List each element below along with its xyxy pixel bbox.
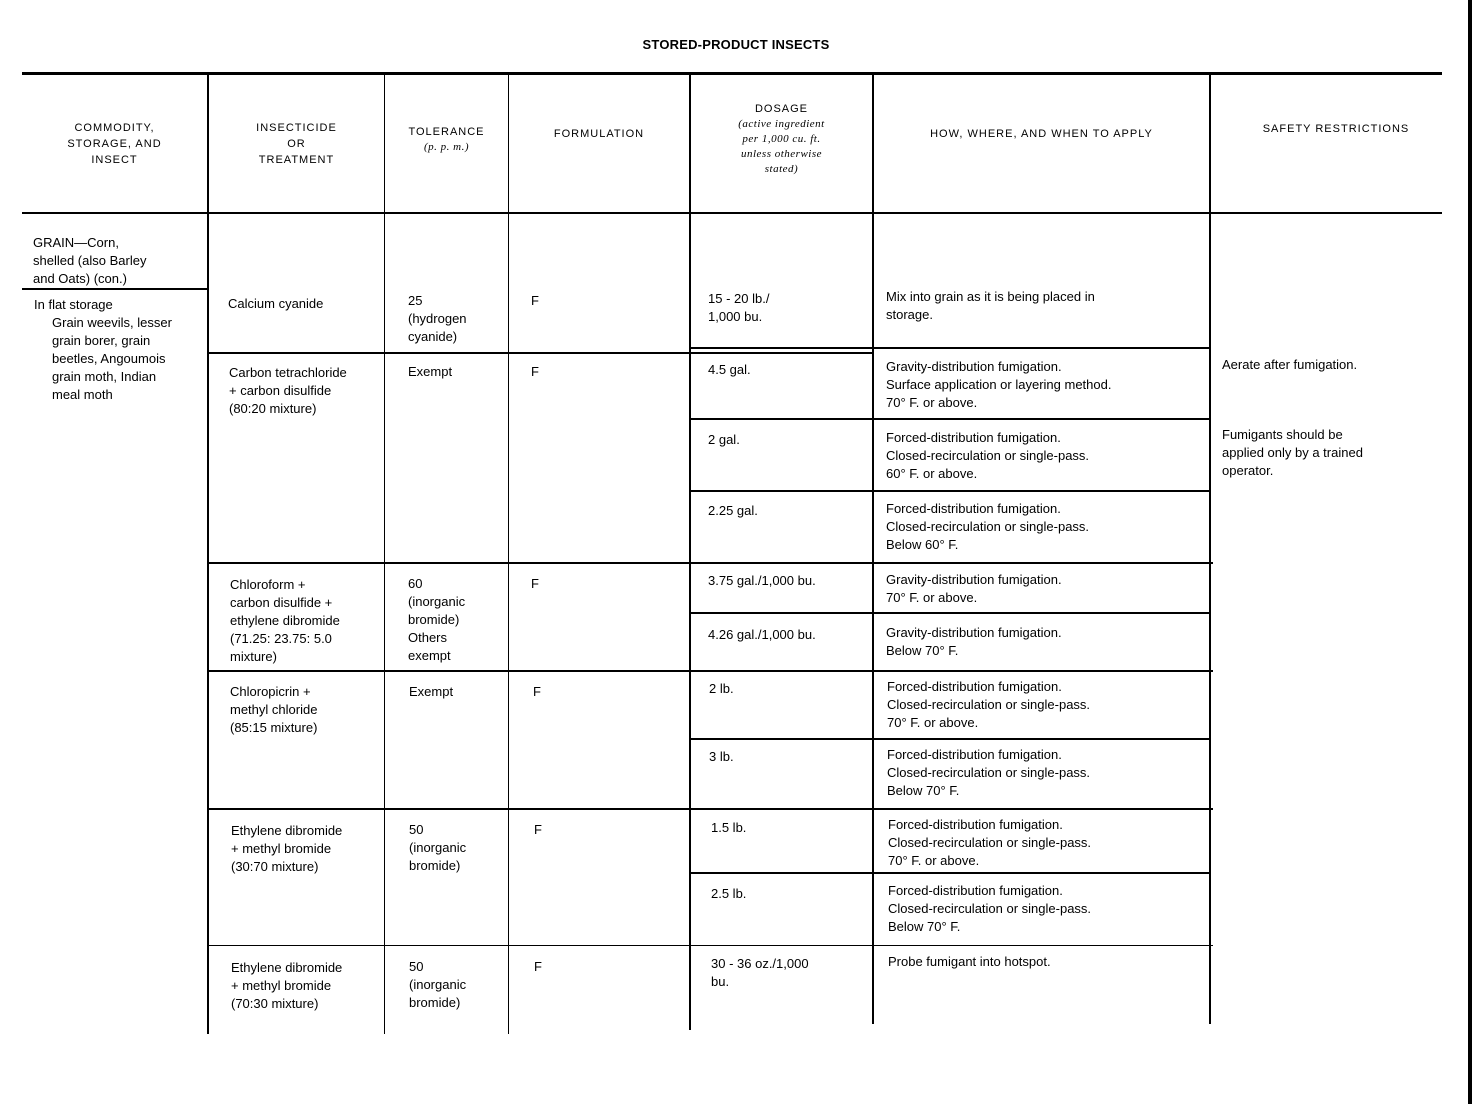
header-tolerance: TOLERANCE (p. p. m.) (408, 125, 485, 153)
dosage-calcium-cyanide: 15 - 20 lb./ 1,000 bu. (708, 291, 770, 324)
commodity-storage: In flat storage (34, 297, 113, 312)
col-divider-3 (508, 72, 509, 1034)
subrow-rule-a (691, 347, 1211, 349)
header-safety: SAFETY RESTRICTIONS (1262, 123, 1410, 135)
insecticide-chloropicrin: Chloropicrin + methyl chloride (85:15 mixture) (230, 684, 318, 735)
tolerance-edb-30-70: 50 (inorganic bromide) (409, 822, 467, 873)
insecticide-chloroform: Chloroform + carbon disulfide + ethylene dibromide (71.25: 23.75: 5.0 mixture) (230, 577, 340, 664)
safety-trained-operator: Fumigants should be applied only by a trained operator. (1222, 427, 1363, 478)
how-row: Gravity-distribution fumigation. Surface application or layering method. 70° F. or above. (886, 359, 1112, 410)
how-row: Gravity-distribution fumigation. Below 70° F. (886, 625, 1062, 658)
how-row: Forced-distribution fumigation. Closed-recirculation or single-pass. 70° F. or above. (887, 679, 1091, 730)
formulation-edb-70-30: F (534, 959, 542, 974)
dosage-row: 2 lb. (709, 681, 734, 696)
how-row: Forced-distribution fumigation. Closed-recirculation or single-pass. Below 70° F. (887, 747, 1091, 798)
tolerance-calcium-cyanide: 25 (hydrogen cyanide) (408, 293, 467, 344)
top-rule (22, 72, 1442, 75)
formulation-calcium-cyanide: F (531, 293, 539, 308)
insecticide-calcium-cyanide: Calcium cyanide (228, 296, 324, 311)
header-dosage: DOSAGE (active ingredient per 1,000 cu. ft. unless otherwise stated) (738, 103, 825, 175)
col-divider-5 (872, 72, 874, 1024)
subrow-rule-d (691, 612, 1211, 614)
dosage-row: 2.25 gal. (708, 503, 758, 518)
how-calcium-cyanide: Mix into grain as it is being placed in storage. (886, 289, 1095, 322)
insecticide-edb-30-70: Ethylene dibromide + methyl bromide (30:70 mixture) (231, 823, 343, 874)
insecticide-carbon-tetrachloride: Carbon tetrachloride + carbon disulfide (80:20 mixture) (229, 365, 347, 416)
group-rule-3 (209, 670, 1213, 672)
dosage-row: 2.5 lb. (711, 886, 747, 901)
how-row: Forced-distribution fumigation. Closed-recirculation or single-pass. Below 60° F. (886, 501, 1090, 552)
how-row: Forced-distribution fumigation. Closed-recirculation or single-pass. Below 70° F. (888, 883, 1092, 934)
group-rule-2 (209, 562, 1213, 564)
col-divider-4 (689, 72, 691, 1030)
tolerance-chloropicrin: Exempt (409, 684, 454, 699)
tolerance-carbon-tetrachloride: Exempt (408, 364, 453, 379)
subrow-rule-f (691, 872, 1211, 874)
group-rule-1 (209, 352, 873, 354)
formulation-edb-30-70: F (534, 822, 542, 837)
formulation-chloropicrin: F (533, 684, 541, 699)
formulation-chloroform: F (531, 576, 539, 591)
col-divider-2 (384, 72, 385, 1034)
group-rule-5 (209, 945, 1213, 946)
formulation-carbon-tetrachloride: F (531, 364, 539, 379)
header-bottom-rule (22, 212, 1442, 214)
dosage-row: 4.5 gal. (708, 362, 751, 377)
header-insecticide: INSECTICIDE OR TREATMENT (256, 122, 337, 166)
dosage-row: 3.75 gal./1,000 bu. (708, 573, 816, 588)
subrow-rule-c (691, 490, 1211, 492)
how-row: Forced-distribution fumigation. Closed-recirculation or single-pass. 60° F. or above. (886, 430, 1090, 481)
tolerance-edb-70-30: 50 (inorganic bromide) (409, 959, 467, 1010)
header-commodity: COMMODITY, STORAGE, AND INSECT (67, 122, 162, 166)
safety-aerate: Aerate after fumigation. (1222, 357, 1358, 372)
col-divider-1 (207, 72, 209, 1034)
insecticide-edb-70-30: Ethylene dibromide + methyl bromide (70:30 mixture) (231, 960, 343, 1011)
commodity-heading-rule (22, 288, 208, 290)
dosage-row: 1.5 lb. (711, 820, 747, 835)
how-row: Gravity-distribution fumigation. 70° F. or above. (886, 572, 1062, 605)
commodity-insects: Grain weevils, lesser grain borer, grain beetles, Angoumois grain moth, Indian meal moth (52, 315, 172, 402)
dosage-row: 3 lb. (709, 749, 734, 764)
how-row: Forced-distribution fumigation. Closed-recirculation or single-pass. 70° F. or above. (888, 817, 1092, 868)
subrow-rule-e (691, 738, 1211, 740)
page-title: STORED-PRODUCT INSECTS (642, 37, 830, 52)
dosage-row: 4.26 gal./1,000 bu. (708, 627, 816, 642)
header-formulation: FORMULATION (553, 128, 645, 140)
dosage-row: 30 - 36 oz./1,000 bu. (711, 956, 809, 989)
tolerance-chloroform: 60 (inorganic bromide) Others exempt (408, 576, 466, 663)
dosage-row: 2 gal. (708, 432, 740, 447)
commodity-heading: GRAIN—Corn, shelled (also Barley and Oats) (con.) (33, 235, 147, 286)
page-edge (1468, 0, 1472, 1104)
header-how: HOW, WHERE, AND WHEN TO APPLY (930, 128, 1153, 140)
group-rule-4 (209, 808, 1213, 810)
subrow-rule-b (691, 418, 1211, 420)
col-divider-6 (1209, 72, 1211, 1024)
how-row: Probe fumigant into hotspot. (888, 954, 1051, 969)
